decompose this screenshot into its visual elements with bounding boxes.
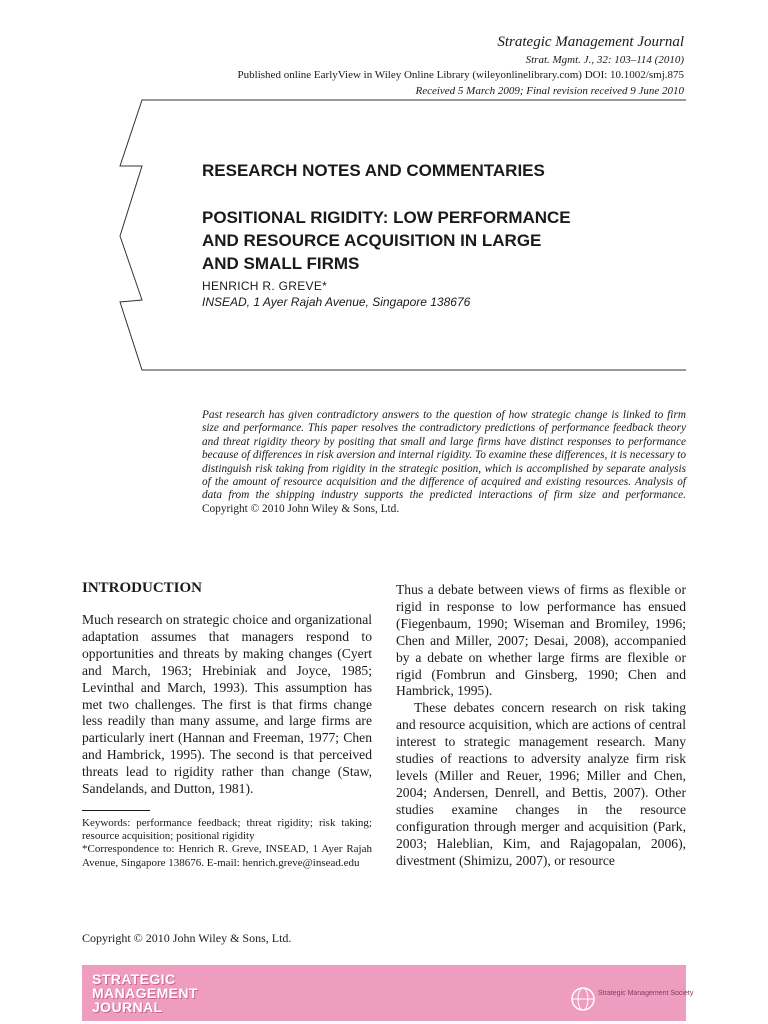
article-title bbox=[202, 206, 662, 275]
author-name: HENRICH R. GREVE* bbox=[202, 279, 328, 293]
keywords: Keywords: performance feedback; threat rigidity; risk taking; resource acquisition; positional rigidity bbox=[82, 817, 372, 843]
title-line-2: AND RESOURCE ACQUISITION IN LARGE bbox=[202, 231, 542, 250]
footnotes bbox=[82, 817, 372, 870]
publication-info: Published online EarlyView in Wiley Online Library (wileyonlinelibrary.com) DOI: 10.1002/smj.875 bbox=[237, 69, 684, 81]
footnote-divider bbox=[82, 810, 150, 811]
left-column bbox=[82, 578, 372, 798]
abstract-text: Past research has given contradictory answers to the question of how strategic change is linked to firm size and performance. This paper resolves the contradictory predictions of performance feedback theory and threat rigidity theory by positing that small and large firms have distinct responses to performance because of differences in risk aversion and internal rigidity. To examine these differences, it is necessary to distinguish risk taking from rigidity in the strategic position, which is accomplished by separate analysis of the amount of resource acquisition and the difference of acquired and existing resources. Analysis of data from the shipping industry supports the predicted interactions of firm size and performance. bbox=[202, 409, 686, 502]
citation: Strat. Mgmt. J., 32: 103–114 (2010) bbox=[525, 54, 684, 66]
received-dates: Received 5 March 2009; Final revision received 9 June 2010 bbox=[415, 85, 684, 97]
logo-line-3: JOURNAL bbox=[92, 999, 163, 1015]
logo-line-1: STRATEGIC bbox=[92, 971, 176, 987]
journal-name: Strategic Management Journal bbox=[497, 34, 684, 50]
sms-globe-icon bbox=[570, 986, 596, 1012]
title-bracket-decoration bbox=[0, 0, 768, 400]
abstract-copyright: Copyright © 2010 John Wiley & Sons, Ltd. bbox=[202, 502, 400, 515]
sms-label: Strategic Management Society bbox=[598, 990, 694, 997]
section-label: RESEARCH NOTES AND COMMENTARIES bbox=[202, 161, 545, 180]
right-paragraph-2: These debates concern research on risk taking and resource acquisition, which are actions of central interest to strategic management research. Many studies of reactions to adversity analyze firm risk levels (Miller and Reuer, 1996; Miller and Chen, 2004; Andersen, Denrell, and Bettis, 2007). Other studies examine changes in the resource configuration through merger and acquisition (Park, 2003; Haleblian, Kim, and Rajagopalan, 2006), divestment (Shimizu, 2007), or resource bbox=[396, 700, 686, 868]
correspondence: *Correspondence to: Henrich R. Greve, INSEAD, 1 Ayer Rajah Avenue, Singapore 138676. E-mail: henrich.greve@insead.edu bbox=[82, 843, 372, 869]
intro-paragraph: Much research on strategic choice and organizational adaptation assumes that managers respond to opportunities and threats by making changes (Cyert and March, 1963; Hrebiniak and Joyce, 1985; Levinthal and March, 1993). This assumption has met two challenges. The first is that firms change less readily than many assume, and large firms are particularly inert (Hannan and Freeman, 1977; Chen and Hambrick, 1995). The second is that perceived threats lead to rigidity rather than change (Staw, Sandelands, and Dutton, 1981). bbox=[82, 612, 372, 797]
section-heading-introduction: INTRODUCTION bbox=[82, 580, 203, 596]
footer-copyright: Copyright © 2010 John Wiley & Sons, Ltd. bbox=[82, 931, 292, 945]
title-line-1: POSITIONAL RIGIDITY: LOW PERFORMANCE bbox=[202, 208, 571, 227]
title-line-3: AND SMALL FIRMS bbox=[202, 254, 360, 273]
right-paragraph-1: Thus a debate between views of firms as flexible or rigid in response to low performance has ensued (Fiegenbaum, 1990; Wiseman and Bromiley, 1996; Chen and Miller, 2007; Desai, 2008), accompanied by a debate on whether large firms are flexible or rigid (Fombrun and Ginsberg, 1990; Chen and Hambrick, 1995). bbox=[396, 582, 686, 699]
journal-logo bbox=[92, 972, 198, 1014]
abstract bbox=[202, 409, 686, 516]
right-column bbox=[396, 582, 686, 869]
logo-line-2: MANAGEMENT bbox=[92, 985, 198, 1001]
author-affiliation: INSEAD, 1 Ayer Rajah Avenue, Singapore 138676 bbox=[202, 295, 471, 309]
